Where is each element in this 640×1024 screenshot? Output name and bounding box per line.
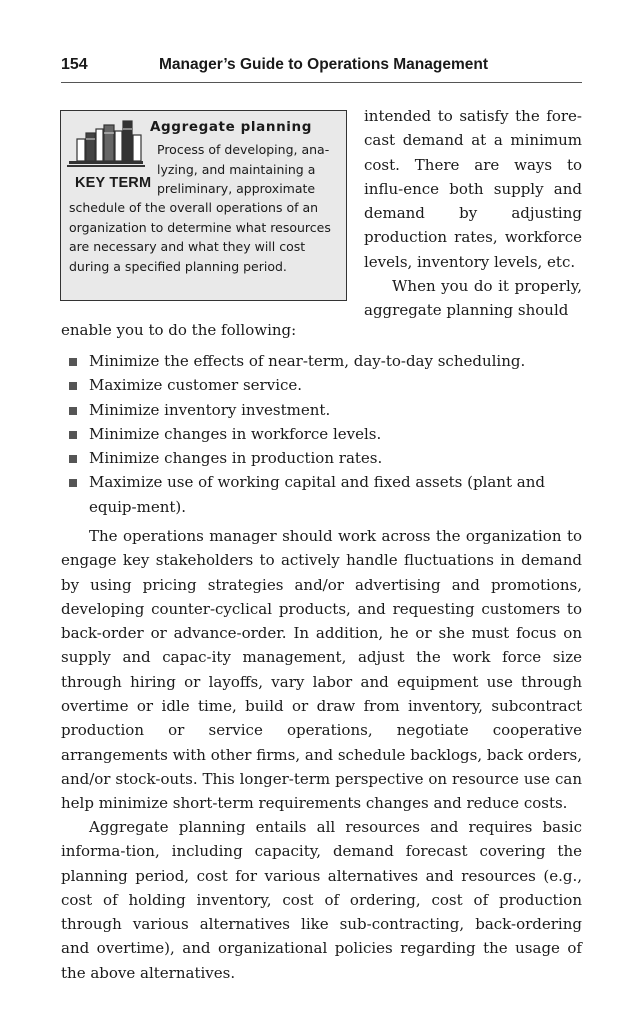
key-term-title: Aggregate planning (150, 119, 312, 135)
list-item: Minimize the effects of near-term, day-to-day scheduling. (61, 349, 582, 373)
square-bullet-icon (69, 455, 77, 463)
key-term-definition-start: Process of developing, ana-lyzing, and maintaining a preliminary, approximate (157, 142, 330, 196)
side-paragraph-indented: When you do it properly, aggregate planning should (364, 277, 582, 320)
list-item: Minimize changes in workforce levels. (61, 422, 582, 446)
list-item: Maximize customer service. (61, 373, 582, 397)
list-item: Minimize inventory investment. (61, 398, 582, 422)
list-item: Maximize use of working capital and fixed assets (plant and equip-ment). (61, 470, 582, 519)
key-term-definition-continued: schedule of the overall operations of an organization to determine what resources are necessary and what they will cost during a specified planning period. (69, 200, 331, 274)
square-bullet-icon (69, 382, 77, 390)
key-term-label: KEY TERM (75, 175, 152, 191)
square-bullet-icon (69, 431, 77, 439)
running-header (61, 56, 582, 83)
continuation-line: enable you to do the following: (61, 321, 297, 339)
square-bullet-icon (69, 358, 77, 366)
side-paragraph: intended to satisfy the fore-cast demand at a minimum cost. There are ways to influ-ence both supply and demand by adjusting production rates, workforce levels, inventory levels, etc. (364, 107, 582, 271)
side-column-text (364, 104, 582, 323)
square-bullet-icon (69, 479, 77, 487)
key-term-box (60, 110, 347, 301)
bullet-list (61, 349, 582, 519)
list-item: Minimize changes in production rates. (61, 446, 582, 470)
square-bullet-icon (69, 407, 77, 415)
body-paragraph-2: Aggregate planning entails all resources and requires basic informa-tion, including capacity, demand forecast covering the planning period, cost for various alternatives and resources (e.g., cost of holding inventory, cost of ordering, cost of production through various alternatives like sub-contracting, back-ordering and overtime), and organizational policies regarding the usage of the above alternatives. (61, 818, 582, 982)
page-number: 154 (61, 56, 88, 73)
body-paragraph-1: The operations manager should work across the organization to engage key stakeholders to actively handle fluctuations in demand by using pricing strategies and/or advertising and promotions, developing counter-cyclical products, and requesting customers to back-order or advance-order. In addition, he or she must focus on supply and capac-ity management, adjust the work force size through hiring or layoffs, vary labor and equipment use through overtime or idle time, build or draw from inventory, subcontract production or service operations, negotiate cooperative arrangements with other firms, and schedule backlogs, back orders, and/or stock-outs. This longer-term perspective on resource use can help minimize short-term requirements changes and reduce costs. (61, 527, 583, 813)
running-title: Manager’s Guide to Operations Management (159, 56, 489, 73)
books-icon (67, 117, 145, 169)
